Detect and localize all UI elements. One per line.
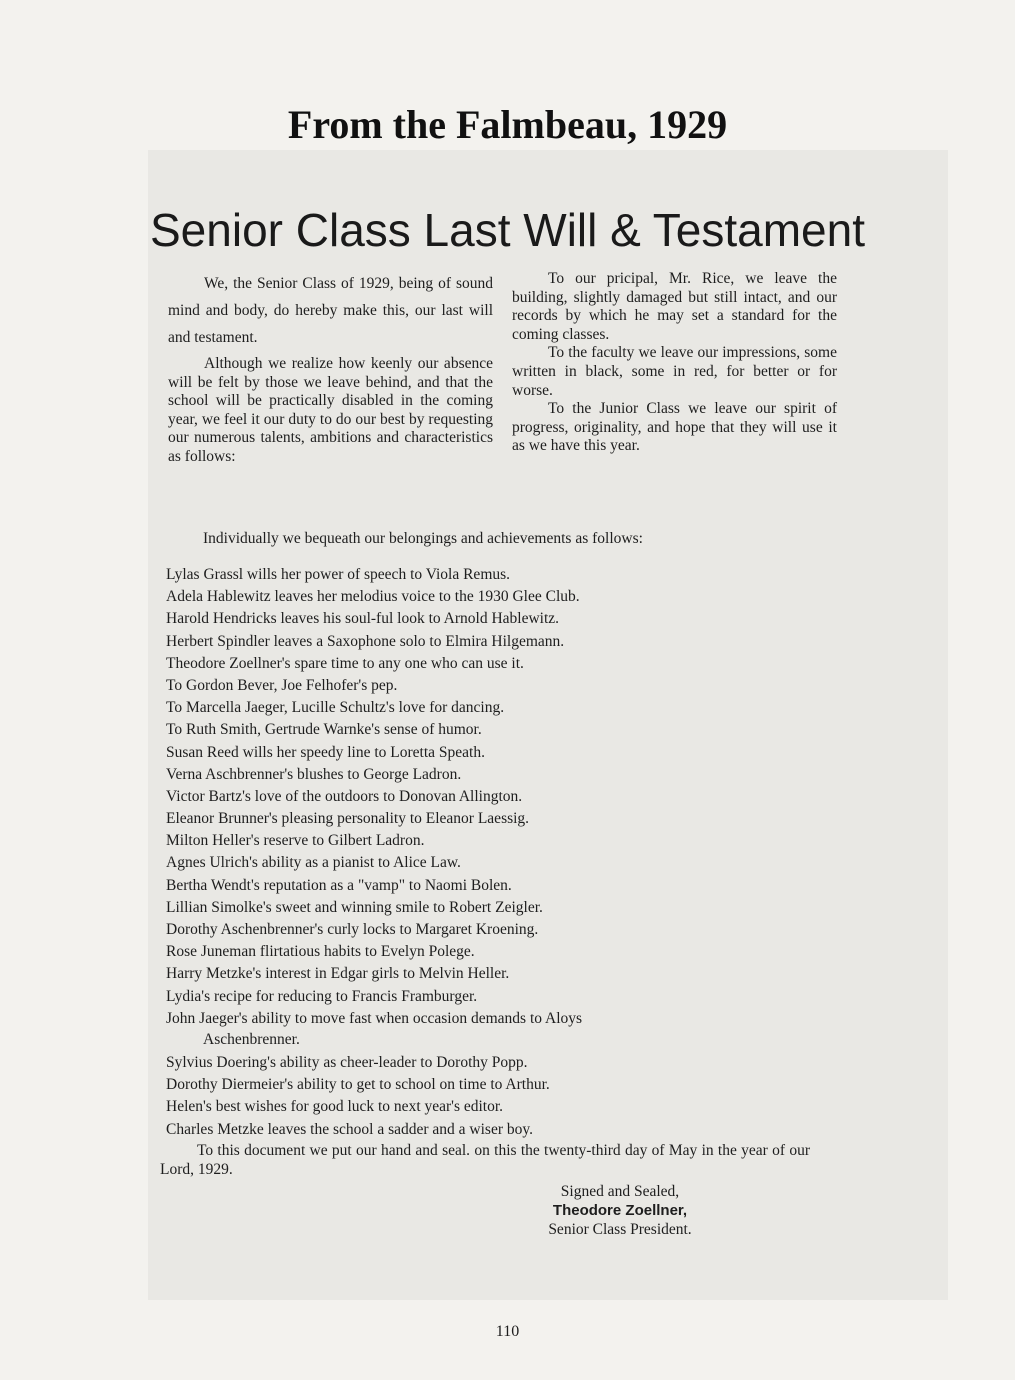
signature-title: Senior Class President. bbox=[548, 1221, 692, 1238]
page-title: From the Falmbeau, 1929 bbox=[287, 102, 728, 147]
bequest-line: Theodore Zoellner's spare time to any one who can use it. bbox=[166, 654, 524, 672]
bequest-line: Milton Heller's reserve to Gilbert Ladron. bbox=[166, 832, 425, 850]
bequest-line: Charles Metzke leaves the school a sadder and a wiser boy. bbox=[166, 1120, 533, 1138]
right-column bbox=[512, 270, 837, 456]
bequest-line: Rose Juneman flirtatious habits to Evelyn Polege. bbox=[166, 943, 475, 961]
bequest-line: Harold Hendricks leaves his soul-ful look to Arnold Hablewitz. bbox=[166, 610, 560, 628]
bequest-line: Sylvius Doering's ability as cheer-leader to Dorothy Popp. bbox=[166, 1053, 528, 1071]
bequest-line: Victor Bartz's love of the outdoors to Donovan Allington. bbox=[166, 787, 523, 805]
signature-name: Theodore Zoellner, bbox=[552, 1202, 688, 1219]
bequest-line: Dorothy Diermeier's ability to get to school on time to Arthur. bbox=[166, 1076, 550, 1094]
bequest-line: Harry Metzke's interest in Edgar girls to Melvin Heller. bbox=[166, 965, 510, 983]
bequest-line: To Gordon Bever, Joe Felhofer's pep. bbox=[166, 676, 398, 694]
bequest-line: Verna Aschbrenner's blushes to George Ladron. bbox=[166, 765, 462, 783]
bequest-line: Lillian Simolke's sweet and winning smile to Robert Zeigler. bbox=[166, 898, 543, 916]
right-paragraph-1: To our pricipal, Mr. Rice, we leave the building, slightly damaged but still intact, and our records by which he may set a standard for the coming classes. bbox=[512, 270, 837, 343]
bequest-line: Adela Hablewitz leaves her melodius voice to the 1930 Glee Club. bbox=[166, 588, 580, 606]
signature-block bbox=[510, 1182, 730, 1239]
bequest-line: John Jaeger's ability to move fast when occasion demands to Aloys bbox=[166, 1009, 583, 1027]
closing-text: To this document we put our hand and seal. on this the twenty-third day of May in the year of our Lord, 1929. bbox=[160, 1142, 810, 1178]
bequest-line-continuation: Aschenbrenner. bbox=[203, 1030, 300, 1048]
page-subtitle: Senior Class Last Will & Testament bbox=[150, 204, 865, 256]
left-paragraph-1: We, the Senior Class of 1929, being of sound mind and body, do hereby make this, our last will and testament. bbox=[168, 275, 493, 346]
bequest-line: Bertha Wendt's reputation as a "vamp" to Naomi Bolen. bbox=[166, 876, 512, 894]
closing-paragraph bbox=[160, 1141, 810, 1179]
bequest-line: Eleanor Brunner's pleasing personality to Eleanor Laessig. bbox=[166, 810, 530, 828]
bequest-line: Lydia's recipe for reducing to Francis Framburger. bbox=[166, 987, 478, 1005]
bequest-line: Susan Reed wills her speedy line to Loretta Speath. bbox=[166, 743, 485, 761]
left-column bbox=[168, 270, 493, 467]
signature-line: Signed and Sealed, bbox=[560, 1183, 680, 1200]
bequest-line: Lylas Grassl wills her power of speech to Viola Remus. bbox=[166, 566, 511, 583]
right-paragraph-2: To the faculty we leave our impressions, some written in black, some in red, for better or for worse. bbox=[512, 344, 837, 399]
bequest-list bbox=[166, 564, 806, 1141]
bequest-line: Helen's best wishes for good luck to next year's editor. bbox=[166, 1098, 504, 1116]
bequest-line: Herbert Spindler leaves a Saxophone solo to Elmira Hilgemann. bbox=[166, 632, 565, 650]
bequest-line: To Marcella Jaeger, Lucille Schultz's love for dancing. bbox=[166, 699, 505, 717]
right-paragraph-3: To the Junior Class we leave our spirit of progress, originality, and hope that they will use it as we have this year. bbox=[512, 400, 837, 455]
bequest-line: Agnes Ulrich's ability as a pianist to Alice Law. bbox=[166, 854, 461, 872]
left-paragraph-2: Although we realize how keenly our absence will be felt by those we leave behind, and that the school will be practically disabled in the coming year, we feel it our duty to do our best by requesting our numerous talents, ambitions and characteristics as follows: bbox=[168, 355, 493, 465]
bequest-intro: Individually we bequeath our belongings and achievements as follows: bbox=[203, 530, 643, 547]
page-number: 110 bbox=[495, 1323, 520, 1340]
bequest-line: To Ruth Smith, Gertrude Warnke's sense of humor. bbox=[166, 721, 482, 739]
bequest-line: Dorothy Aschenbrenner's curly locks to Margaret Kroening. bbox=[166, 921, 539, 938]
